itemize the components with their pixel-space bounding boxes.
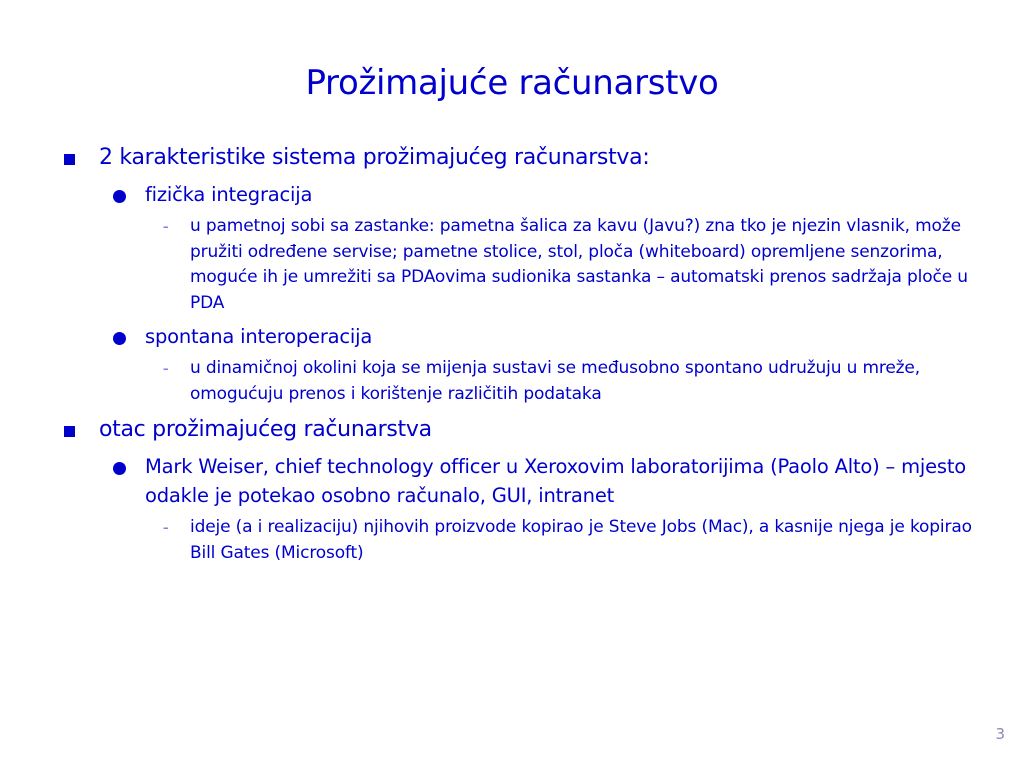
bullet-text: u dinamičnoj okolini koja se mijenja sustavi se međusobno spontano udružuju u mreže, omogućuju prenos i korištenje različitih podataka [190, 358, 920, 404]
bullet-level2 [0, 322, 1024, 351]
bullet-level1 [0, 141, 1024, 174]
bullet-text: spontana interoperacija [145, 325, 373, 348]
bullet-text: fizička integracija [145, 183, 313, 206]
bullet-text: Mark Weiser, chief technology officer u Xeroxovim laboratorijima (Paolo Alto) – mjesto odakle je potekao osobno računalo, GUI, intranet [145, 455, 967, 507]
bullet-level3 [0, 515, 1024, 566]
bullet-text: 2 karakteristike sistema prožimajućeg računarstva: [99, 145, 650, 170]
round-bullet-icon [113, 190, 126, 203]
slide-title: Prožimajuće računarstvo [305, 63, 719, 103]
bullet-text: ideje (a i realizaciju) njihovih proizvode kopirao je Steve Jobs (Mac), a kasnije njega je kopirao Bill Gates (Microsoft) [190, 517, 972, 563]
square-bullet-icon [64, 426, 75, 437]
slide-body [0, 135, 1024, 566]
dash-bullet-icon: – [163, 362, 169, 375]
bullet-level2 [0, 452, 1024, 510]
round-bullet-icon [113, 462, 126, 475]
bullet-text: u pametnoj sobi sa zastanke: pametna šalica za kavu (Javu?) zna tko je njezin vlasnik, može pružiti određene servise; pametne stolice, stol, ploča (whiteboard) opremljene senzorima, moguće ih je umrežiti sa PDAovima sudionika sastanka – automatski prenos sadržaja ploče u PDA [190, 216, 968, 313]
square-bullet-icon [64, 154, 75, 165]
round-bullet-icon [113, 332, 126, 345]
dash-bullet-icon: – [163, 521, 169, 534]
bullet-text: otac prožimajućeg računarstva [99, 417, 432, 442]
bullet-level2 [0, 180, 1024, 209]
bullet-level3 [0, 356, 1024, 407]
page-number: 3 [995, 725, 1005, 743]
dash-bullet-icon: – [163, 220, 169, 233]
bullet-level1 [0, 413, 1024, 446]
bullet-level3 [0, 214, 1024, 316]
